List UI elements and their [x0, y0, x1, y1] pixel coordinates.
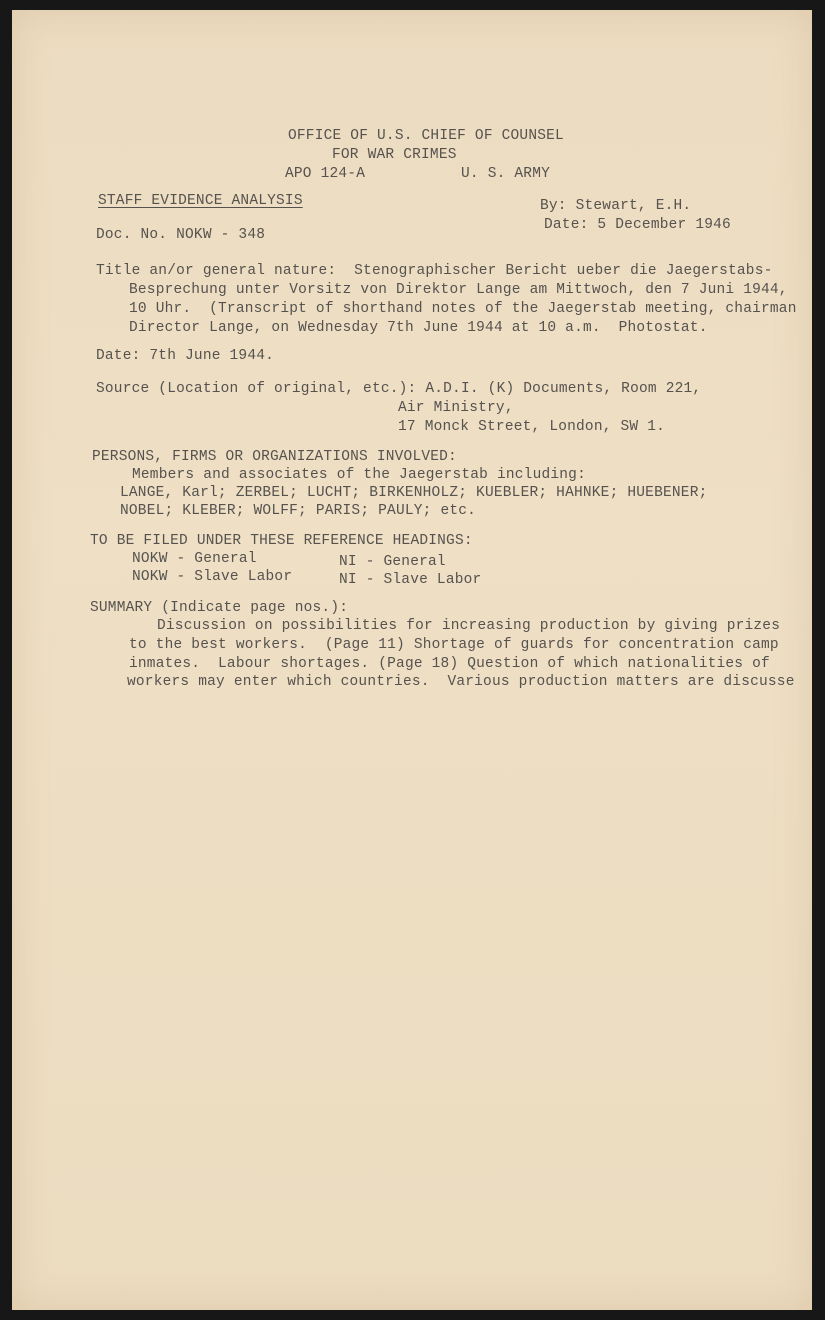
header-line-2: FOR WAR CRIMES [332, 147, 457, 163]
source-line-3: 17 Monck Street, London, SW 1. [398, 419, 666, 435]
persons-line-1: Members and associates of the Jaegerstab including: [132, 467, 586, 483]
document-date: Date: 7th June 1944. [96, 348, 275, 364]
analysis-title: STAFF EVIDENCE ANALYSIS [98, 193, 303, 209]
title-nature-line-3: 10 Uhr. (Transcript of shorthand notes of the Jaegerstab meeting, chairman [129, 301, 797, 317]
header-line-1: OFFICE OF U.S. CHIEF OF COUNSEL [288, 128, 564, 144]
summary-line-1: Discussion on possibilities for increasing production by giving prizes [157, 618, 781, 634]
summary-line-3: inmates. Labour shortages. (Page 18) Question of which nationalities of [129, 656, 770, 672]
persons-line-2: LANGE, Karl; ZERBEL; LUCHT; BIRKENHOLZ; KUEBLER; HAHNKE; HUEBENER; [120, 485, 708, 501]
persons-heading: PERSONS, FIRMS OR ORGANIZATIONS INVOLVED: [92, 449, 457, 465]
document-number: Doc. No. NOKW - 348 [96, 227, 266, 243]
filed-left-1: NOKW - General [132, 551, 257, 567]
source-line-2: Air Ministry, [398, 400, 514, 416]
title-nature-line-1: Title an/or general nature: Stenographischer Bericht ueber die Jaegerstabs- [96, 263, 773, 279]
title-nature-line-2: Besprechung unter Vorsitz von Direktor Lange am Mittwoch, den 7 Juni 1944, [129, 282, 788, 298]
title-nature-line-4: Director Lange, on Wednesday 7th June 1944 at 10 a.m. Photostat. [129, 320, 708, 336]
filed-left-2: NOKW - Slave Labor [132, 569, 293, 585]
filed-right-1: NI - General [339, 554, 446, 570]
summary-line-2: to the best workers. (Page 11) Shortage of guards for concentration camp [129, 637, 779, 653]
document-page [12, 10, 812, 1310]
summary-heading: SUMMARY (Indicate page nos.): [90, 600, 349, 616]
persons-line-3: NOBEL; KLEBER; WOLFF; PARIS; PAULY; etc. [120, 503, 477, 519]
summary-line-4: workers may enter which countries. Various production matters are discusse [127, 674, 795, 690]
header-apo: APO 124-A [285, 166, 366, 182]
source-line-1: Source (Location of original, etc.): A.D.I. (K) Documents, Room 221, [96, 381, 702, 397]
date-prepared: Date: 5 December 1946 [544, 217, 731, 233]
prepared-by: By: Stewart, E.H. [540, 198, 692, 214]
filed-right-2: NI - Slave Labor [339, 572, 482, 588]
filed-heading: TO BE FILED UNDER THESE REFERENCE HEADINGS: [90, 533, 473, 549]
header-army: U. S. ARMY [461, 166, 551, 182]
